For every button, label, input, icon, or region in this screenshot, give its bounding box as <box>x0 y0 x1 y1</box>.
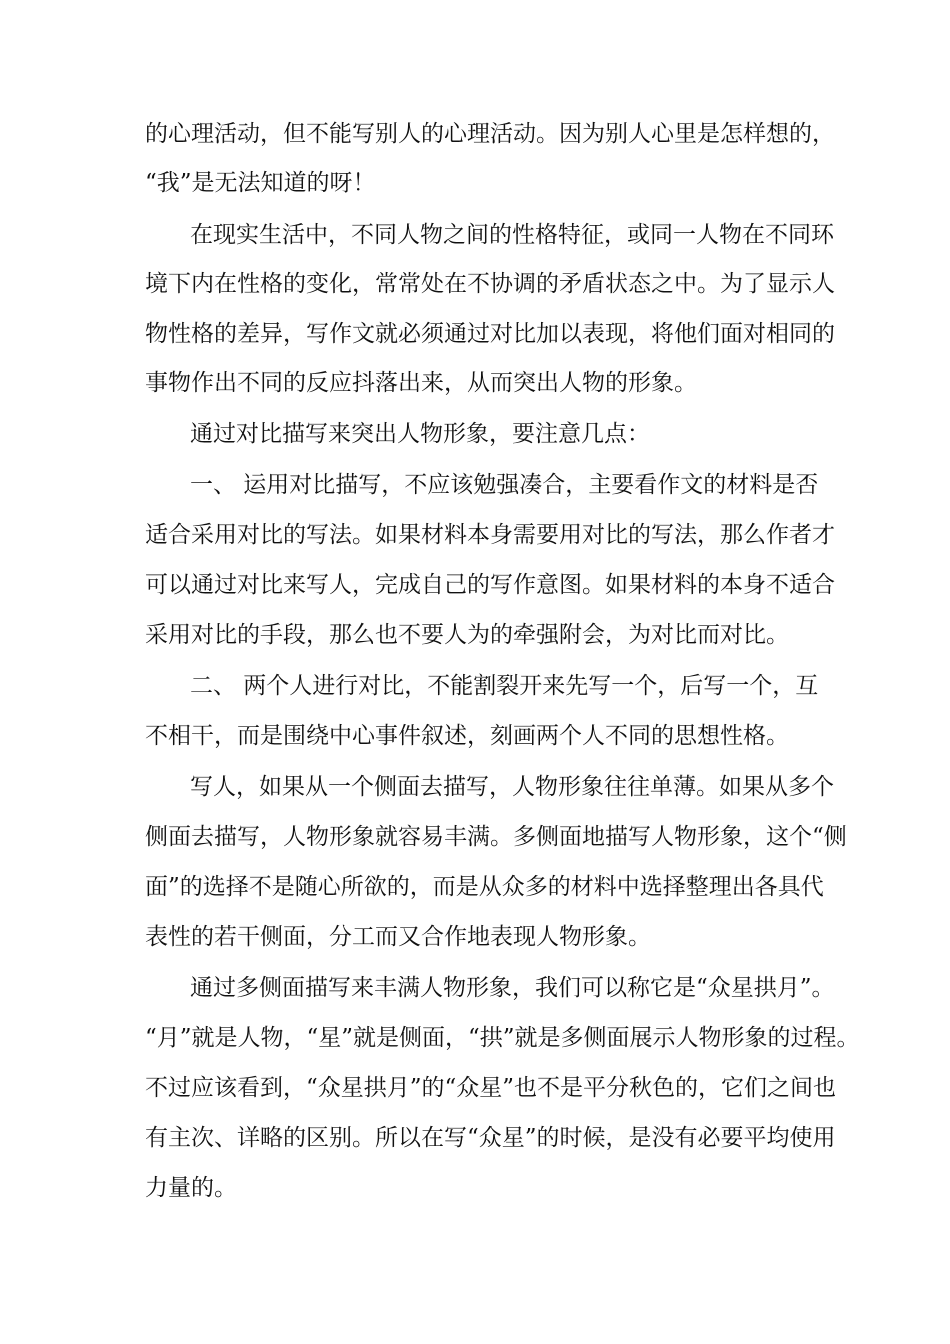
text-line: 写人，如果从一个侧面去描写，人物形象往往单薄。如果从多个 <box>190 774 834 800</box>
text-line: 侧面去描写，人物形象就容易丰满。多侧面地描写人物形象，这个“侧 <box>145 824 847 850</box>
text-line: 适合采用对比的写法。如果材料本身需要用对比的写法，那么作者才 <box>145 522 835 548</box>
text-line: “月”就是人物，“星”就是侧面，“拱”就是多侧面展示人物形象的过程。 <box>145 1025 860 1051</box>
text-line: 在现实生活中，不同人物之间的性格特征，或同一人物在不同环 <box>190 222 834 248</box>
text-line: 采用对比的手段，那么也不要人为的牵强附会，为对比而对比。 <box>145 622 789 648</box>
text-line: 面”的选择不是随心所欲的，而是从众多的材料中选择整理出各具代 <box>145 874 824 900</box>
text-line: 事物作出不同的反应抖落出来，从而突出人物的形象。 <box>145 370 697 396</box>
text-line: 不相干，而是围绕中心事件叙述，刻画两个人不同的思想性格。 <box>145 723 789 749</box>
text-line: 通过多侧面描写来丰满人物形象，我们可以称它是“众星拱月”。 <box>190 975 835 1001</box>
text-line: 通过对比描写来突出人物形象，要注意几点： <box>190 421 650 447</box>
text-line: 二、 两个人进行对比，不能割裂开来先写一个，后写一个，互 <box>190 673 819 699</box>
text-line: 力量的。 <box>145 1175 237 1201</box>
text-line: 可以通过对比来写人，完成自己的写作意图。如果材料的本身不适合 <box>145 572 835 598</box>
text-line: 一、 运用对比描写，不应该勉强凑合，主要看作文的材料是否 <box>190 472 819 498</box>
text-line: “我”是无法知道的呀！ <box>145 170 376 196</box>
text-line: 境下内在性格的变化，常常处在不协调的矛盾状态之中。为了显示人 <box>145 271 835 297</box>
text-line: 表性的若干侧面，分工而又合作地表现人物形象。 <box>145 924 651 950</box>
text-line: 不过应该看到，“众星拱月”的“众星”也不是平分秋色的，它们之间也 <box>145 1075 837 1101</box>
text-line: 的心理活动，但不能写别人的心理活动。因为别人心里是怎样想的， <box>145 121 835 147</box>
text-line: 有主次、详略的区别。所以在写“众星”的时候，是没有必要平均使用 <box>145 1125 836 1151</box>
text-line: 物性格的差异，写作文就必须通过对比加以表现，将他们面对相同的 <box>145 321 835 347</box>
